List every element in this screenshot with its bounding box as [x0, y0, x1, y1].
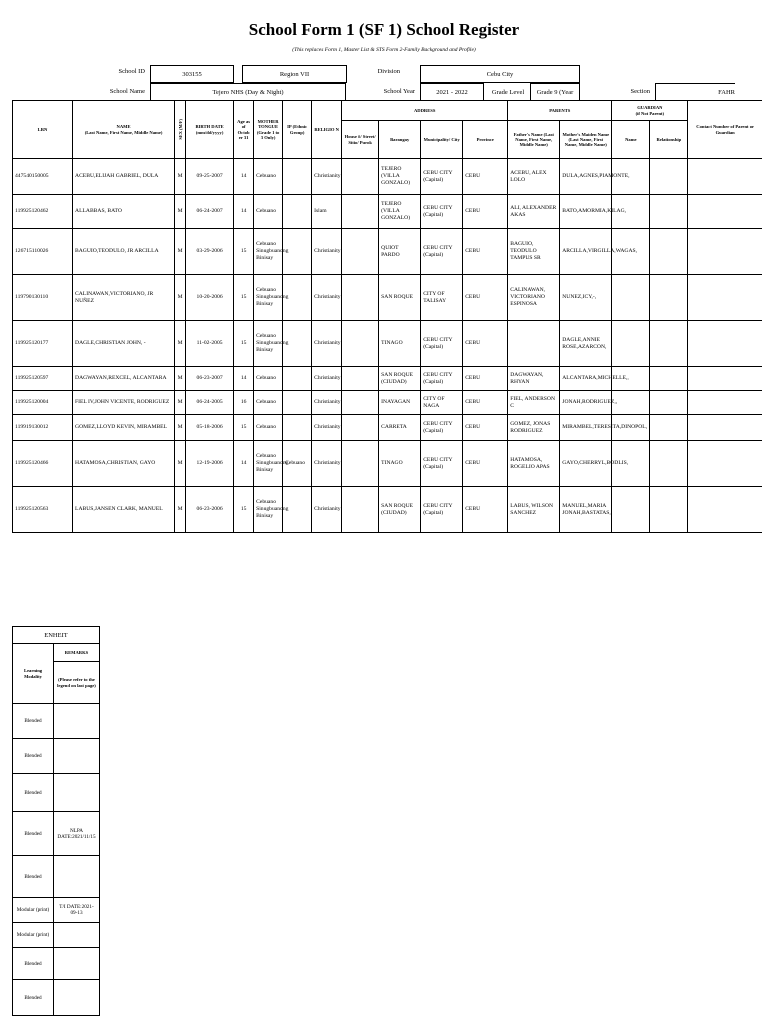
cell-mother-tongue: Cebuano Sinugbuanong Binisay — [254, 441, 283, 487]
cell-name: ALLABBAS, BATO — [73, 195, 175, 229]
cell-father: ACEBU, ALEX LOLO — [508, 159, 560, 195]
table-row — [13, 195, 763, 229]
cell-municipality: CEBU CITY (Capital) — [421, 195, 463, 229]
table-row — [13, 229, 763, 275]
modality-cell: Blended — [13, 856, 54, 898]
cell-age: 15 — [234, 487, 254, 533]
cell-province: CEBU — [463, 321, 508, 367]
cell-religion: Christianity — [312, 159, 342, 195]
section-fragment: ENHEIT — [13, 627, 100, 644]
form-title: School Form 1 (SF 1) School Register — [248, 20, 520, 39]
list-item — [13, 812, 100, 856]
modality-cell: Modular (print) — [13, 898, 54, 923]
cell-sex: M — [175, 415, 186, 441]
cell-religion: Christianity — [312, 229, 342, 275]
cell-mother: DAGLE,ANNIE ROSE,AZARCON, — [560, 321, 612, 367]
cell-lrn: 119925120466 — [13, 441, 73, 487]
cell-relationship — [650, 367, 688, 391]
register-table — [12, 100, 762, 533]
cell-religion: Christianity — [312, 415, 342, 441]
cell-father: LABUS, WILSON SANCHEZ — [508, 487, 560, 533]
col-province: Province — [463, 121, 508, 159]
cell-father: BAGUIO, TEODULO TAMPUS SR — [508, 229, 560, 275]
cell-birth-date: 06-23-2006 — [186, 487, 234, 533]
cell-name: DAGWAYAN,REXCEL, ALCANTARA — [73, 367, 175, 391]
cell-relationship — [650, 159, 688, 195]
cell-religion: Christianity — [312, 275, 342, 321]
cell-contact — [688, 487, 762, 533]
cell-contact — [688, 159, 762, 195]
cell-mother: ALCANTARA,MICHELLE,, — [560, 367, 612, 391]
col-mother-tongue: MOTHER TONGUE (Grade 1 to 3 Only) — [254, 101, 283, 159]
cell-father: FIEL, ANDERSON C — [508, 391, 560, 415]
col-address: ADDRESS — [342, 101, 508, 121]
cell-municipality: CEBU CITY (Capital) — [421, 321, 463, 367]
cell-contact — [688, 367, 762, 391]
cell-sex: M — [175, 367, 186, 391]
col-mother: Mother's Maiden Name (Last Name, First Name, Middle Name) — [560, 121, 612, 159]
cell-religion: Christianity — [312, 321, 342, 367]
list-item — [13, 948, 100, 980]
cell-lrn: 119925120597 — [13, 367, 73, 391]
list-item — [13, 898, 100, 923]
modality-cell: Blended — [13, 948, 54, 980]
cell-lrn: 119925120177 — [13, 321, 73, 367]
table-row — [13, 275, 763, 321]
cell-birth-date: 11-02-2005 — [186, 321, 234, 367]
cell-municipality: CITY OF NAGA — [421, 391, 463, 415]
school-id-label: School ID — [118, 68, 145, 75]
cell-house — [342, 441, 379, 487]
cell-house — [342, 391, 379, 415]
list-item — [13, 774, 100, 812]
section-label: Section — [630, 88, 650, 95]
cell-birth-date: 06-24-2005 — [186, 391, 234, 415]
table-row — [13, 321, 763, 367]
cell-municipality: CEBU CITY (Capital) — [421, 159, 463, 195]
cell-lrn: 119790130110 — [13, 275, 73, 321]
modality-cell: Blended — [13, 812, 54, 856]
col-parents: PARENTS — [508, 101, 612, 121]
cell-mother-tongue: Cebuano — [254, 367, 283, 391]
learning-modality-header: Learning Modality — [13, 644, 54, 704]
col-barangay: Barangay — [379, 121, 421, 159]
col-age: Age as of Octob er 31 — [234, 101, 254, 159]
col-father: Father's Name (Last Name, First Name, Middle Name) — [508, 121, 560, 159]
region-value: Region VII — [242, 65, 347, 83]
cell-relationship — [650, 441, 688, 487]
remarks-header: REMARKS — [54, 644, 100, 662]
school-name-label: School Name — [109, 88, 145, 95]
cell-relationship — [650, 321, 688, 367]
remarks-table — [12, 626, 100, 1016]
cell-province: CEBU — [463, 229, 508, 275]
col-name: NAME (Last Name, First Name, Middle Name) — [73, 101, 175, 159]
cell-sex: M — [175, 275, 186, 321]
col-contact: Contact Number of Parent or Guardian — [688, 101, 762, 159]
cell-house — [342, 367, 379, 391]
cell-contact — [688, 229, 762, 275]
cell-religion: Christianity — [312, 391, 342, 415]
cell-sex: M — [175, 229, 186, 275]
cell-municipality: CEBU CITY (Capital) — [421, 367, 463, 391]
cell-contact — [688, 195, 762, 229]
cell-sex: M — [175, 159, 186, 195]
cell-name: GOMEZ,LLOYD KEVIN, MIRAMBEL — [73, 415, 175, 441]
cell-barangay: CARRETA — [379, 415, 421, 441]
cell-name: HATAMOSA,CHRISTIAN, GAYO — [73, 441, 175, 487]
table-row — [13, 487, 763, 533]
table-row — [13, 441, 763, 487]
cell-province: CEBU — [463, 391, 508, 415]
cell-father — [508, 321, 560, 367]
cell-name: LABUS,JANSEN CLARK, MANUEL — [73, 487, 175, 533]
cell-name: BAGUIO,TEODULO, JR ARCILLA — [73, 229, 175, 275]
cell-municipality: CITY OF TALISAY — [421, 275, 463, 321]
list-item — [13, 704, 100, 739]
cell-mother-tongue: Cebuano Sinugbuanong Binisay — [254, 487, 283, 533]
table-row — [13, 367, 763, 391]
cell-father: HATAMOSA, ROGELIO APAS — [508, 441, 560, 487]
cell-ip — [283, 367, 312, 391]
cell-age: 16 — [234, 391, 254, 415]
cell-relationship — [650, 275, 688, 321]
remark-cell — [54, 948, 100, 980]
cell-birth-date: 12-19-2006 — [186, 441, 234, 487]
col-religion: RELIGIO N — [312, 101, 342, 159]
cell-contact — [688, 415, 762, 441]
cell-relationship — [650, 195, 688, 229]
cell-age: 15 — [234, 229, 254, 275]
cell-barangay: TINAGO — [379, 321, 421, 367]
modality-cell: Modular (print) — [13, 923, 54, 948]
cell-age: 14 — [234, 367, 254, 391]
col-guardian: GUARDIAN (if Not Parent) — [612, 101, 688, 121]
grade-level-label: Grade Level — [491, 88, 525, 96]
cell-age: 15 — [234, 321, 254, 367]
cell-municipality: CEBU CITY (Capital) — [421, 415, 463, 441]
remark-cell — [54, 774, 100, 812]
cell-mother-tongue: Cebuano — [254, 195, 283, 229]
cell-mother-tongue: Cebuano Sinugbuanong Binisay — [254, 229, 283, 275]
remark-cell — [54, 923, 100, 948]
cell-lrn: 119925120462 — [13, 195, 73, 229]
cell-mother-tongue: Cebuano Sinugbuanong Binisay — [254, 275, 283, 321]
cell-barangay: SAN ROQUE (CIUDAD) — [379, 487, 421, 533]
cell-birth-date: 05-18-2006 — [186, 415, 234, 441]
cell-contact — [688, 391, 762, 415]
cell-sex: M — [175, 391, 186, 415]
remark-cell — [54, 980, 100, 1016]
cell-name: CALINAWAN,VICTORIANO, JR NUÑEZ — [73, 275, 175, 321]
col-municipality: Municipality/ City — [421, 121, 463, 159]
school-year-value: 2021 - 2022 — [420, 83, 484, 101]
cell-relationship — [650, 391, 688, 415]
list-item — [13, 980, 100, 1016]
cell-birth-date: 06-23-2007 — [186, 367, 234, 391]
cell-father: DAGWAYAN, RHYAN — [508, 367, 560, 391]
cell-barangay: SAN ROQUE — [379, 275, 421, 321]
cell-lrn: 119925120004 — [13, 391, 73, 415]
col-birth: BIRTH DATE (mm/dd/yyyy) — [186, 101, 234, 159]
school-id-value: 303155 — [150, 65, 234, 83]
cell-age: 15 — [234, 275, 254, 321]
remark-cell — [54, 704, 100, 739]
cell-mother-tongue: Cebuano — [254, 159, 283, 195]
cell-sex: M — [175, 321, 186, 367]
table-row — [13, 415, 763, 441]
cell-age: 14 — [234, 159, 254, 195]
cell-house — [342, 229, 379, 275]
cell-mother-tongue: Cebuano — [254, 391, 283, 415]
cell-province: CEBU — [463, 415, 508, 441]
cell-mother-tongue: Cebuano — [254, 415, 283, 441]
cell-age: 14 — [234, 441, 254, 487]
division-value: Cebu City — [420, 65, 580, 83]
list-item — [13, 739, 100, 774]
cell-contact — [688, 321, 762, 367]
cell-mother: MANUEL,MARIA JONAH,BASTATAS, — [560, 487, 612, 533]
cell-religion: Christianity — [312, 441, 342, 487]
cell-barangay: TEJERO (VILLA GONZALO) — [379, 159, 421, 195]
cell-lrn: 447540150005 — [13, 159, 73, 195]
cell-religion: Christianity — [312, 487, 342, 533]
cell-province: CEBU — [463, 367, 508, 391]
col-sex — [175, 101, 186, 159]
cell-sex: M — [175, 441, 186, 487]
cell-lrn: 126715110026 — [13, 229, 73, 275]
cell-relationship — [650, 487, 688, 533]
list-item — [13, 923, 100, 948]
form-subtitle: (This replaces Form 1, Master List & STS Form 2-Family Background and Profile) — [292, 47, 476, 53]
col-house: House #/ Street/ Sitio/ Purok — [342, 121, 379, 159]
cell-ip — [283, 415, 312, 441]
cell-mother: JONAH,RODRIGUEZ,, — [560, 391, 612, 415]
cell-name: ACEBU,ELIJAH GABRIEL, DULA — [73, 159, 175, 195]
cell-barangay: TINAGO — [379, 441, 421, 487]
cell-mother: ARCILLA,VIRGILLA,WAGAS, — [560, 229, 612, 275]
col-lrn: LRN — [13, 101, 73, 159]
cell-birth-date: 09-25-2007 — [186, 159, 234, 195]
modality-cell: Blended — [13, 704, 54, 739]
cell-religion: Christianity — [312, 367, 342, 391]
table-row — [13, 391, 763, 415]
cell-contact — [688, 275, 762, 321]
remark-cell: NLPA DATE:2021/11/15 — [54, 812, 100, 856]
cell-house — [342, 415, 379, 441]
cell-province: CEBU — [463, 159, 508, 195]
grade-level-value: Grade 9 (Year — [530, 83, 580, 101]
modality-cell: Blended — [13, 774, 54, 812]
division-label: Division — [377, 68, 400, 75]
cell-mother: MIRAMBEL,TERESITA,DINOPOL, — [560, 415, 612, 441]
cell-contact — [688, 441, 762, 487]
col-ip: IP (Ethnic Group) — [283, 101, 312, 159]
remark-cell — [54, 739, 100, 774]
remark-cell — [54, 856, 100, 898]
cell-birth-date: 03-29-2006 — [186, 229, 234, 275]
cell-father: ALI, ALEXANDER AKAS — [508, 195, 560, 229]
cell-mother: GAYO,CHERRYL,BODLIS, — [560, 441, 612, 487]
cell-house — [342, 195, 379, 229]
list-item — [13, 856, 100, 898]
school-year-label: School Year — [383, 88, 415, 95]
cell-mother: NUNEZ,ICY,-, — [560, 275, 612, 321]
cell-father: CALINAWAN, VICTORIANO ESPINOSA — [508, 275, 560, 321]
cell-province: CEBU — [463, 275, 508, 321]
cell-guardian-name — [612, 391, 650, 415]
cell-age: 14 — [234, 195, 254, 229]
section-value: FAHR — [655, 83, 735, 101]
cell-ip — [283, 195, 312, 229]
cell-relationship — [650, 229, 688, 275]
cell-municipality: CEBU CITY (Capital) — [421, 487, 463, 533]
cell-religion: Islam — [312, 195, 342, 229]
cell-house — [342, 321, 379, 367]
col-guardian-name: Name — [612, 121, 650, 159]
cell-birth-date: 10-20-2006 — [186, 275, 234, 321]
cell-mother: DULA,AGNES,PIAMONTE, — [560, 159, 612, 195]
cell-birth-date: 06-24-2007 — [186, 195, 234, 229]
col-sex-label: SEX (M/F) — [177, 118, 183, 140]
cell-house — [342, 487, 379, 533]
cell-barangay: QUIOT PARDO — [379, 229, 421, 275]
cell-guardian-name — [612, 487, 650, 533]
cell-relationship — [650, 415, 688, 441]
cell-father: GOMEZ, JONAS RODRIGUEZ — [508, 415, 560, 441]
table-row — [13, 159, 763, 195]
school-name-value: Tejero NHS (Day & Night) — [150, 83, 346, 101]
col-relationship: Relationship — [650, 121, 688, 159]
cell-age: 15 — [234, 415, 254, 441]
cell-ip — [283, 391, 312, 415]
cell-sex: M — [175, 195, 186, 229]
cell-municipality: CEBU CITY (Capital) — [421, 441, 463, 487]
cell-barangay: TEJERO (VILLA GONZALO) — [379, 195, 421, 229]
cell-ip: Cebuano — [283, 441, 312, 487]
cell-lrn: 119919130012 — [13, 415, 73, 441]
cell-house — [342, 275, 379, 321]
modality-cell: Blended — [13, 739, 54, 774]
cell-guardian-name — [612, 275, 650, 321]
cell-municipality: CEBU CITY (Capital) — [421, 229, 463, 275]
modality-cell: Blended — [13, 980, 54, 1016]
cell-province: CEBU — [463, 195, 508, 229]
cell-mother: BATO,AMORMIA,KILAG, — [560, 195, 612, 229]
cell-mother-tongue: Cebuano Sinugbuanong Binisay — [254, 321, 283, 367]
cell-name: FIEL IV,JOHN VICENTE, RODRIGUEZ — [73, 391, 175, 415]
cell-house — [342, 159, 379, 195]
cell-barangay: INAYAGAN — [379, 391, 421, 415]
cell-province: CEBU — [463, 441, 508, 487]
cell-ip — [283, 159, 312, 195]
cell-barangay: SAN ROQUE (CIUDAD) — [379, 367, 421, 391]
cell-province: CEBU — [463, 487, 508, 533]
cell-name: DAGLE,CHRISTIAN JOHN, - — [73, 321, 175, 367]
cell-lrn: 119925120563 — [13, 487, 73, 533]
cell-guardian-name — [612, 321, 650, 367]
cell-sex: M — [175, 487, 186, 533]
remarks-note: (Please refer to the legend on last page) — [54, 662, 100, 704]
remark-cell: T/I DATE:2021-09-13 — [54, 898, 100, 923]
